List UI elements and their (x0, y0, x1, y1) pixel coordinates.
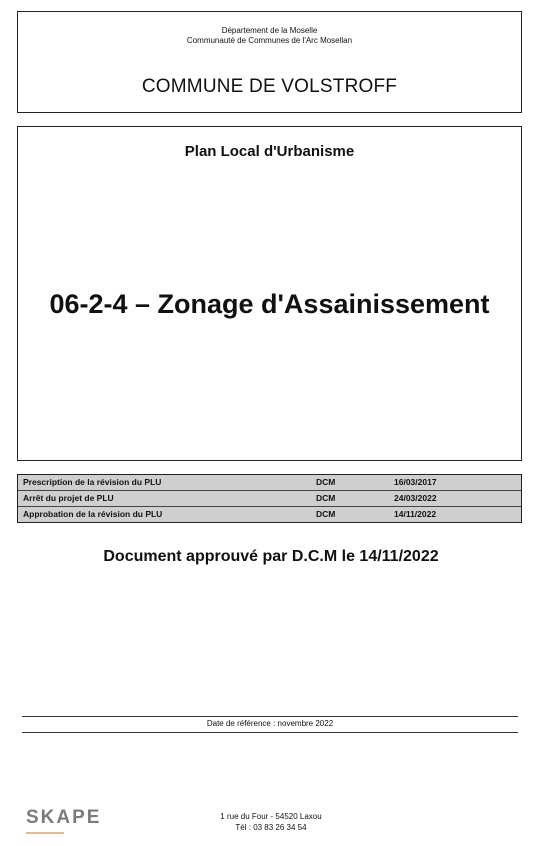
reference-bottom-rule (22, 732, 518, 733)
row-date: 14/11/2022 (394, 509, 437, 519)
row-label: Prescription de la révision du PLU (23, 477, 162, 487)
table-row (18, 506, 521, 522)
header-box (17, 11, 522, 113)
approval-statement: Document approuvé par D.C.M le 14/11/2022 (103, 548, 439, 565)
row-date: 16/03/2017 (394, 477, 437, 487)
reference-top-rule (22, 716, 518, 717)
address-text: 1 rue du Four - 54520 Laxou (220, 812, 322, 821)
phone-text: Tél : 03 83 26 34 54 (235, 823, 307, 832)
commune-title: COMMUNE DE VOLSTROFF (141, 76, 398, 97)
row-label: Approbation de la révision du PLU (23, 509, 163, 519)
row-type: DCM (316, 493, 336, 503)
table-row (18, 475, 521, 490)
reference-date: Date de référence : novembre 2022 (206, 719, 334, 728)
table-row (18, 490, 521, 506)
title-box (17, 126, 522, 461)
logo-text: SKAPE (26, 807, 102, 828)
document-title: 06-2-4 – Zonage d'Assainissement (49, 289, 490, 319)
department-text: Département de la Moselle (221, 26, 318, 35)
row-type: DCM (316, 477, 336, 487)
plan-title: Plan Local d'Urbanisme (184, 143, 355, 160)
footer-address (0, 811, 542, 833)
community-text: Communauté de Communes de l'Arc Mosellan (186, 36, 353, 45)
row-type: DCM (316, 509, 336, 519)
row-label: Arrêt du projet de PLU (23, 493, 114, 503)
procedure-table (17, 474, 522, 523)
header-organizations (18, 26, 521, 46)
row-date: 24/03/2022 (394, 493, 437, 503)
